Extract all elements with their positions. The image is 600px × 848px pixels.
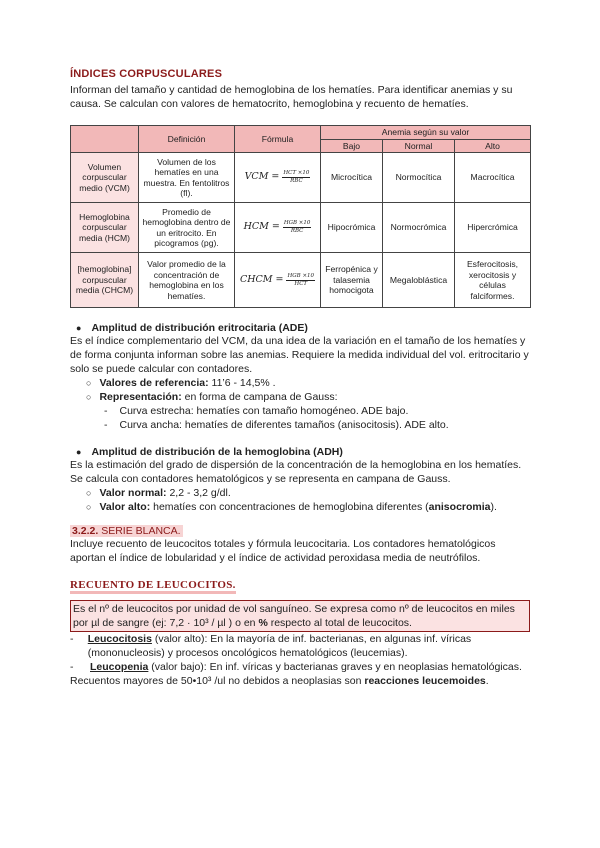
row-alto: Esferocitosis, xerocitosis y células falciformes. bbox=[455, 253, 531, 308]
header-blank bbox=[71, 126, 139, 153]
row-formula: HCM = $\frac{\text{HGB ×10}}{\text{RBC}}$ bbox=[235, 203, 321, 253]
bullet-icon: ● bbox=[76, 447, 82, 457]
list-item: - Leucopenia (valor bajo): En inf. víricas y bacterianas graves y en neoplasias hematológicas. bbox=[70, 661, 522, 673]
list-item: ○ Representación: en forma de campana de Gauss: bbox=[86, 391, 338, 403]
row-normal: Megaloblástica bbox=[383, 253, 455, 308]
section-heading-recuento: RECUENTO DE LEUCOCITOS. bbox=[70, 579, 236, 594]
ade-heading-text: Amplitud de distribución eritrocitaria (ADE) bbox=[91, 322, 308, 334]
document-page bbox=[70, 68, 530, 688]
list-item: - Leucocitosis (valor alto): En la mayoría de inf. bacterianas, en algunas inf. víricas (mononucleosis) y procesos oncológicos hematológicos (leucemias). bbox=[70, 633, 472, 659]
header-normal: Normal bbox=[383, 139, 455, 153]
circle-bullet-icon: ○ bbox=[86, 378, 92, 388]
dash-icon: - bbox=[70, 633, 74, 645]
row-bajo: Ferropénica y talasemia homocigota bbox=[321, 253, 383, 308]
table-row bbox=[71, 153, 531, 203]
row-definition: Volumen de los hematíes en una muestra. En fentolitros (fl). bbox=[139, 153, 235, 203]
header-bajo: Bajo bbox=[321, 139, 383, 153]
row-normal: Normocrómica bbox=[383, 203, 455, 253]
ade-heading bbox=[70, 322, 530, 334]
list-item: - Curva ancha: hematíes de diferentes tamaños (anisocitosis). ADE alto. bbox=[104, 419, 449, 431]
row-name: Hemoglobina corpuscular media (HCM) bbox=[71, 203, 139, 253]
circle-bullet-icon: ○ bbox=[86, 488, 92, 498]
table-header-row bbox=[71, 126, 531, 140]
adh-list bbox=[70, 486, 530, 514]
section-title-indices: ÍNDICES CORPUSCULARES bbox=[70, 68, 223, 80]
header-alto: Alto bbox=[455, 139, 531, 153]
recuento-list bbox=[70, 632, 530, 674]
list-item: ○ Valor alto: hematíes con concentraciones de hemoglobina diferentes (anisocromia). bbox=[86, 501, 497, 513]
dash-icon: - bbox=[104, 419, 108, 431]
row-definition: Promedio de hemoglobina dentro de un eritrocito. En picogramos (pg). bbox=[139, 203, 235, 253]
adh-heading bbox=[70, 446, 530, 458]
row-name: [hemoglobina] corpuscular media (CHCM) bbox=[71, 253, 139, 308]
dash-icon: - bbox=[104, 405, 108, 417]
bullet-icon: ● bbox=[76, 323, 82, 333]
ade-curves-list bbox=[70, 404, 530, 432]
header-anemia: Anemia según su valor bbox=[321, 126, 531, 140]
ade-text: Es el índice complementario del VCM, da una idea de la variación en el tamaño de los hematíes y de forma conjunta informan sobre las anemias. Requiere la medida individual del vol. eritrocitario y solo se puede calcular con contadores. bbox=[70, 335, 529, 375]
row-formula: VCM = $\frac{\text{HCT ×10}}{\text{RBC}}$ bbox=[235, 153, 321, 203]
dash-icon: - bbox=[70, 661, 74, 673]
row-alto: Hipercrómica bbox=[455, 203, 531, 253]
indices-table bbox=[70, 125, 531, 308]
adh-heading-text: Amplitud de distribución de la hemoglobina (ADH) bbox=[91, 446, 343, 458]
table-row bbox=[71, 253, 531, 308]
recuento-definition-box: Es el nº de leucocitos por unidad de vol sanguíneo. Se expresa como nº de leucocitos en miles por µl de sangre (ej: 7,2 · 10³ / µl ) o en % respecto al total de leucocitos. bbox=[70, 600, 530, 632]
list-item: ○ Valores de referencia: 11’6 - 14,5% . bbox=[86, 377, 276, 389]
list-item: - Curva estrecha: hematíes con tamaño homogéneo. ADE bajo. bbox=[104, 405, 409, 417]
recuento-final-text: Recuentos mayores de 50•10³ /ul no debidos a neoplasias son reacciones leucemoides. bbox=[70, 675, 489, 687]
row-definition: Valor promedio de la concentración de hemoglobina en los hematíes. bbox=[139, 253, 235, 308]
table-row bbox=[71, 203, 531, 253]
circle-bullet-icon: ○ bbox=[86, 392, 92, 402]
header-definicion: Definición bbox=[139, 126, 235, 153]
row-normal: Normocítica bbox=[383, 153, 455, 203]
section-heading-serie-blanca: 3.2.2. SERIE BLANCA. bbox=[72, 525, 181, 537]
circle-bullet-icon: ○ bbox=[86, 502, 92, 512]
indices-intro: Informan del tamaño y cantidad de hemoglobina de los hematíes. Para identificar anemias y su causa. Se calculan con valores de hematocrito, hemoglobina y recuento de hematíes. bbox=[70, 84, 513, 110]
adh-text: Es la estimación del grado de dispersión de la concentración de la hemoglobina en los hematíes. Se calcula con contadores hematológicos y se representa en campana de Gauss. bbox=[70, 459, 522, 485]
row-formula: CHCM = $\frac{\text{HGB ×10}}{\text{HCT}}$ bbox=[235, 253, 321, 308]
ade-list bbox=[70, 376, 530, 404]
row-name: Volumen corpuscular medio (VCM) bbox=[71, 153, 139, 203]
row-alto: Macrocítica bbox=[455, 153, 531, 203]
row-bajo: Microcítica bbox=[321, 153, 383, 203]
row-bajo: Hipocrómica bbox=[321, 203, 383, 253]
serie-blanca-text: Incluye recuento de leucocitos totales y fórmula leucocitaria. Los contadores hematológicos aportan el índice de lobularidad y el índice de actividad peroxidasa media de neutrófilos. bbox=[70, 538, 496, 564]
header-formula: Fórmula bbox=[235, 126, 321, 153]
list-item: ○ Valor normal: 2,2 - 3,2 g/dl. bbox=[86, 487, 231, 499]
